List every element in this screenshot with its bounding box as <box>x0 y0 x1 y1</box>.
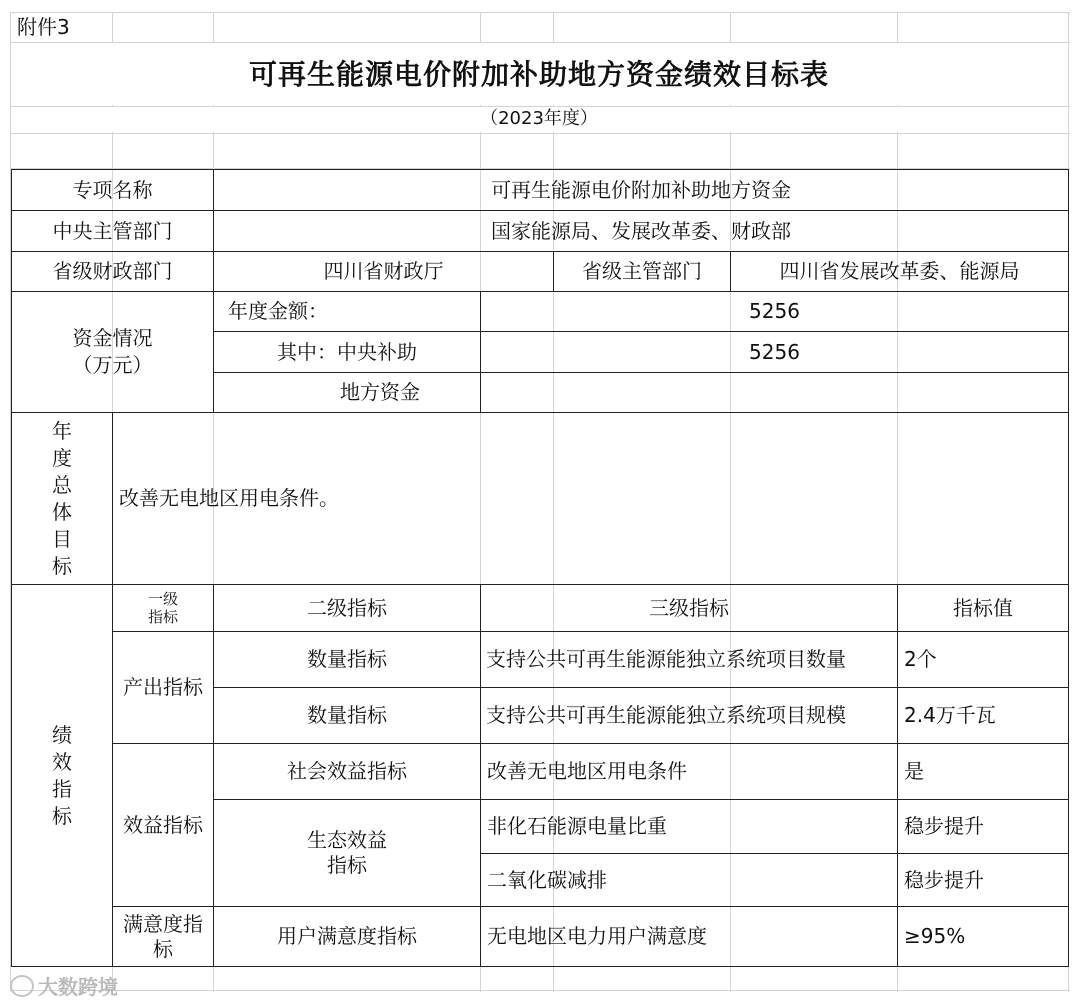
attachment-label: 附件3 <box>11 13 111 42</box>
annual-amount-value: 5256 <box>480 291 1069 332</box>
satisfaction-indicator-label: 满意度指 标 <box>112 906 214 967</box>
annual-goal-label: 年 度 总 体 目 标 <box>11 412 113 585</box>
prov-finance-label: 省级财政部门 <box>11 251 214 292</box>
table-row-4-value: 稳步提升 <box>897 799 1069 854</box>
header-level3: 三级指标 <box>480 584 898 632</box>
output-indicator-label: 产出指标 <box>112 631 214 744</box>
watermark-text: 大数跨境 <box>38 975 118 999</box>
annual-amount-label: 年度金额： <box>213 291 481 332</box>
table-row-3-level3: 改善无电地区用电条件 <box>480 743 898 800</box>
table-row-2-level2: 数量指标 <box>213 687 481 744</box>
table-row-1-level2: 数量指标 <box>213 631 481 688</box>
header-value: 指标值 <box>897 584 1069 632</box>
annual-goal-text: 改善无电地区用电条件。 <box>112 412 1069 585</box>
page-title: 可再生能源电价附加补助地方资金绩效目标表 <box>11 43 1067 105</box>
table-row-6-value: ≥95% <box>897 906 1069 967</box>
watermark-logo-icon <box>10 975 34 997</box>
project-name-label: 专项名称 <box>11 169 214 211</box>
benefit-indicator-label: 效益指标 <box>112 743 214 907</box>
table-row-5-level3: 二氧化碳减排 <box>480 853 898 907</box>
table-row-2-value: 2.4万千瓦 <box>897 687 1069 744</box>
central-subsidy-label: 其中：中央补助 <box>213 331 481 373</box>
header-level1: 一级 指标 <box>112 584 214 632</box>
table-row-2-level3: 支持公共可再生能源能独立系统项目规模 <box>480 687 898 744</box>
eco-benefit-label: 生态效益 指标 <box>213 799 481 907</box>
central-dept-label: 中央主管部门 <box>11 210 214 252</box>
table-row-1-value: 2个 <box>897 631 1069 688</box>
watermark <box>10 971 118 1000</box>
prov-dept-value: 四川省发展改革委、能源局 <box>730 251 1069 292</box>
table-row-4-level3: 非化石能源电量比重 <box>480 799 898 854</box>
table-row-3-level2: 社会效益指标 <box>213 743 481 800</box>
prov-dept-label: 省级主管部门 <box>553 251 731 292</box>
prov-finance-value: 四川省财政厅 <box>213 251 554 292</box>
funds-label: 资金情况 （万元） <box>11 291 214 413</box>
local-funds-label: 地方资金 <box>213 372 481 413</box>
table-row-3-value: 是 <box>897 743 1069 800</box>
table-row-6-level3: 无电地区电力用户满意度 <box>480 906 898 967</box>
local-funds-value <box>480 372 1069 413</box>
table-row-1-level3: 支持公共可再生能源能独立系统项目数量 <box>480 631 898 688</box>
header-level2: 二级指标 <box>213 584 481 632</box>
central-subsidy-value: 5256 <box>480 331 1069 373</box>
central-dept-value: 国家能源局、发展改革委、财政部 <box>213 210 1069 252</box>
table-row-5-value: 稳步提升 <box>897 853 1069 907</box>
table-row-6-level2: 用户满意度指标 <box>213 906 481 967</box>
project-name-value: 可再生能源电价附加补助地方资金 <box>213 169 1069 211</box>
performance-label: 绩 效 指 标 <box>11 584 113 967</box>
year-subtitle: （2023年度） <box>11 107 1067 132</box>
